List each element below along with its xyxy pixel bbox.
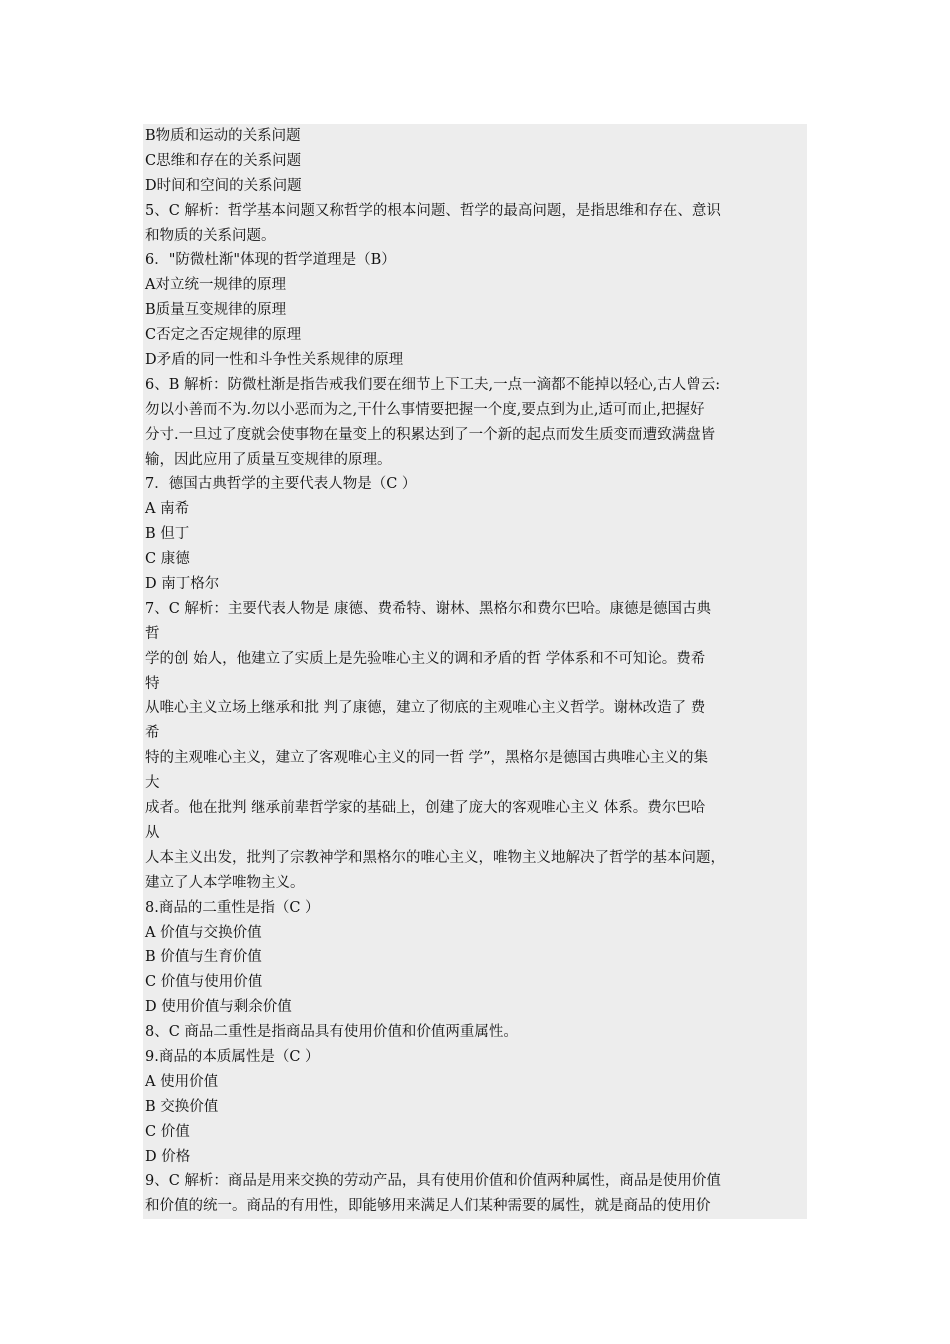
text-line: A对立统一规律的原理 [145, 277, 286, 294]
text-line: D矛盾的同一性和斗争性关系规律的原理 [145, 352, 404, 369]
text-line: 特 [145, 675, 160, 692]
text-line: 勿以小善而不为.勿以小恶而为之,干什么事情要把握一个度,要点到为止,适可而止,把握好 [145, 401, 705, 418]
text-line: D时间和空间的关系问题 [145, 177, 302, 194]
text-line: B 价值与生育价值 [145, 949, 262, 966]
text-line: 和物质的关系问题。 [145, 227, 276, 244]
text-line: 8.商品的二重性是指（C ） [145, 899, 320, 916]
text-line: 哲 [145, 625, 160, 642]
document-text-block [143, 124, 807, 1219]
text-line: B 但丁 [145, 526, 190, 543]
text-line: 特的主观唯心主义，建立了客观唯心主义的同一哲 学”，黑格尔是德国古典唯心主义的集 [145, 750, 709, 767]
text-line: 8、C 商品二重性是指商品具有使用价值和价值两重属性。 [145, 1024, 518, 1041]
text-line: 输，因此应用了质量互变规律的原理。 [145, 451, 392, 468]
text-line: 7、C 解析：主要代表人物是 康德、费希特、谢林、黑格尔和费尔巴哈。康德是德国古典 [145, 600, 712, 617]
text-line: 学的创 始人，他建立了实质上是先验唯心主义的调和矛盾的哲 学体系和不可知论。费希 [145, 650, 706, 667]
text-line: C 价值 [145, 1123, 190, 1140]
text-line: 和价值的统一。商品的有用性，即能够用来满足人们某种需要的属性，就是商品的使用价 [145, 1198, 711, 1215]
text-line: 大 [145, 775, 160, 792]
text-line: C 康德 [145, 551, 190, 568]
text-line: C思维和存在的关系问题 [145, 152, 302, 169]
text-line: B物质和运动的关系问题 [145, 128, 301, 144]
text-line: A 价值与交换价值 [145, 924, 262, 941]
text-line: 建立了人本学唯物主义。 [145, 874, 305, 891]
text-line: 6、B 解析：防微杜渐是指告戒我们要在细节上下工夫,一点一滴都不能掉以轻心,古人曾云: [145, 376, 721, 393]
text-line: D 价格 [145, 1148, 191, 1165]
text-line: 成者。他在批判 继承前辈哲学家的基础上，创建了庞大的客观唯心主义 体系。费尔巴哈 [145, 800, 706, 817]
text-line: 分寸.一旦过了度就会使事物在量变上的积累达到了一个新的起点而发生质变而遭致满盘皆 [145, 426, 716, 443]
text-line: 人本主义出发，批判了宗教神学和黑格尔的唯心主义，唯物主义地解决了哲学的基本问题， [145, 849, 725, 866]
text-line: 9、C 解析：商品是用来交换的劳动产品，具有使用价值和价值两种属性，商品是使用价值 [145, 1173, 721, 1190]
text-line: B质量互变规律的原理 [145, 302, 287, 319]
text-line: 6．"防微杜渐"体现的哲学道理是（B） [145, 252, 396, 269]
text-line: C否定之否定规律的原理 [145, 327, 302, 344]
text-line: 从 [145, 824, 160, 841]
text-line: B 交换价值 [145, 1098, 219, 1115]
text-line: 9.商品的本质属性是（C ） [145, 1048, 320, 1065]
text-line: 从唯心主义立场上继承和批 判了康德，建立了彻底的主观唯心主义哲学。谢林改造了 费 [145, 700, 706, 717]
text-line: D 南丁格尔 [145, 576, 220, 593]
text-line: 5、C 解析：哲学基本问题又称哲学的根本问题、哲学的最高问题，是指思维和存在、意识 [145, 202, 721, 219]
text-line: 希 [145, 725, 160, 742]
text-line: A 南希 [145, 501, 190, 518]
text-line: D 使用价值与剩余价值 [145, 999, 292, 1016]
text-line: 7．德国古典哲学的主要代表人物是（C ） [145, 476, 417, 493]
text-line: C 价值与使用价值 [145, 974, 263, 991]
text-line: A 使用价值 [145, 1073, 219, 1090]
